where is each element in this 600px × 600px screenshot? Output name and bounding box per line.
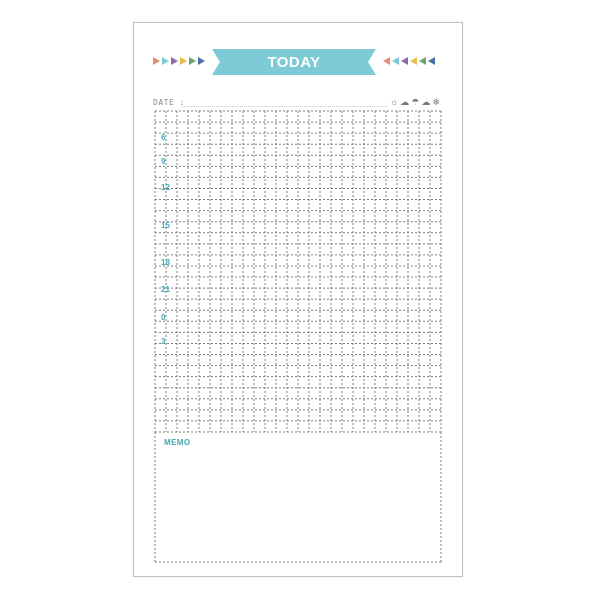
rain-icon: ☂: [411, 97, 420, 107]
memo-label: MEMO: [164, 438, 191, 447]
hour-label: 6: [161, 133, 166, 142]
hour-label: 9: [161, 157, 166, 166]
cloud-icon: ☁: [400, 97, 410, 107]
date-label: DATE :: [153, 98, 185, 107]
sun-icon: ☼: [390, 97, 399, 107]
cloudy-icon: ☁: [421, 97, 431, 107]
hour-label: 21: [161, 285, 170, 294]
hour-label: 18: [161, 258, 170, 267]
hour-label: 12: [161, 183, 170, 192]
page-title: TODAY: [267, 53, 321, 71]
hour-label: 0: [161, 313, 166, 322]
hour-label: 3: [161, 337, 166, 346]
snow-icon: ❄: [432, 97, 440, 107]
hour-label: 15: [161, 221, 170, 230]
